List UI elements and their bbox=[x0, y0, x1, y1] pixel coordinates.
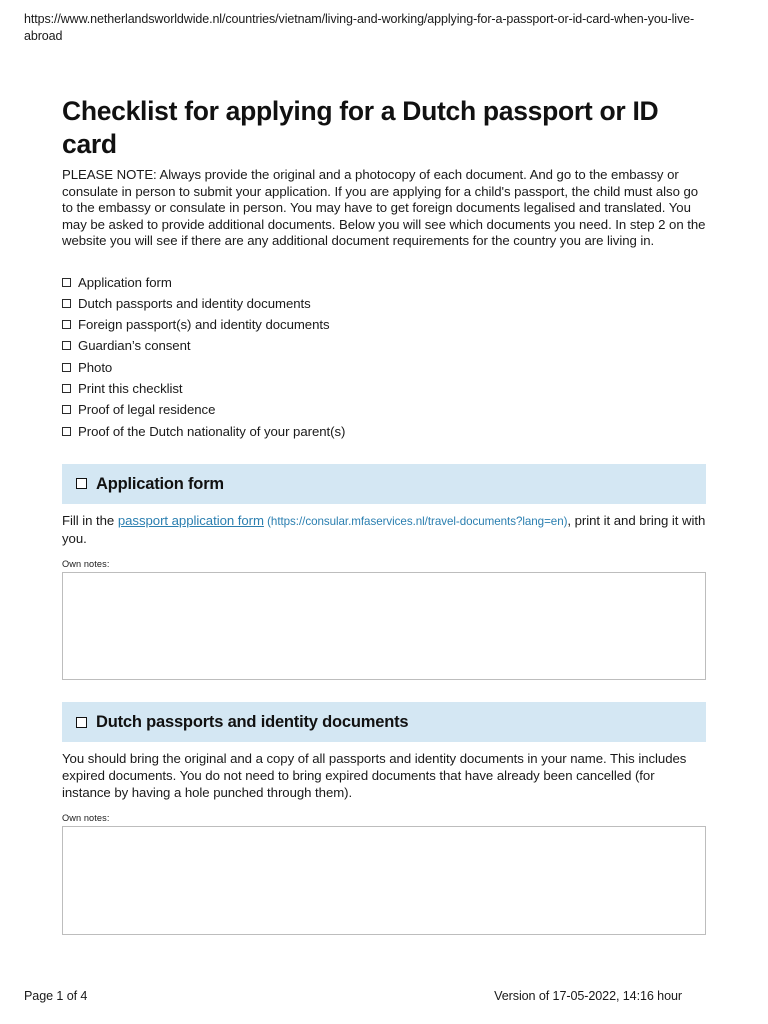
checkbox-icon[interactable] bbox=[62, 299, 71, 308]
checkbox-icon[interactable] bbox=[62, 384, 71, 393]
page-title: Checklist for applying for a Dutch passport or ID card bbox=[62, 96, 659, 159]
list-item[interactable] bbox=[62, 293, 706, 314]
list-item[interactable] bbox=[62, 314, 706, 335]
own-notes-label: Own notes: bbox=[62, 813, 110, 824]
own-notes-label: Own notes: bbox=[62, 559, 110, 570]
section-title: Application form bbox=[96, 474, 224, 493]
section-body-dutch-passports: You should bring the original and a copy of all passports and identity documents in your name. This includes expired documents. You do not need to bring expired documents that have already been cancelled (for instance by having a hole punched through them). bbox=[62, 751, 687, 800]
checklist-item-label: Application form bbox=[78, 274, 172, 290]
section-body-text-after-link: , print it and bring it with you. bbox=[62, 512, 706, 546]
checkbox-icon[interactable] bbox=[62, 320, 71, 329]
link-url-display: (https://consular.mfaservices.nl/travel-documents?lang=en) bbox=[263, 514, 568, 528]
section-body-text-before-link: Fill in the bbox=[62, 512, 118, 528]
intro-paragraph: PLEASE NOTE: Always provide the original and a photocopy of each document. And go to the embassy or consulate in person to submit your application. If you are applying for a child's passport, the child must also go to the embassy or consulate in person. You may have to get foreign documents legalised and translated. You may be asked to provide additional documents. Below you will see which documents you need. In step 2 on the website you will see if there are any additional document requirements for the country you are living in. bbox=[62, 167, 706, 248]
checklist-item-label: Print this checklist bbox=[78, 380, 183, 396]
section-body-application-form bbox=[62, 513, 706, 547]
section-header-dutch-passports bbox=[62, 702, 706, 742]
own-notes-input[interactable] bbox=[62, 572, 706, 680]
checklist-item-label: Photo bbox=[78, 359, 113, 375]
checkbox-icon[interactable] bbox=[76, 717, 87, 728]
checklist bbox=[62, 272, 706, 442]
checklist-item-label: Proof of the Dutch nationality of your parent(s) bbox=[78, 423, 346, 439]
version-info: Version of 17-05-2022, 14:16 hour bbox=[494, 989, 682, 1003]
list-item[interactable] bbox=[62, 357, 706, 378]
section-title: Dutch passports and identity documents bbox=[96, 713, 409, 732]
list-item[interactable] bbox=[62, 421, 706, 442]
checkbox-icon[interactable] bbox=[62, 278, 71, 287]
checkbox-icon[interactable] bbox=[62, 341, 71, 350]
checklist-item-label: Proof of legal residence bbox=[78, 402, 216, 418]
section-dutch-passports bbox=[62, 702, 706, 935]
checklist-item-label: Guardian’s consent bbox=[78, 338, 191, 354]
list-item[interactable] bbox=[62, 335, 706, 356]
list-item[interactable] bbox=[62, 378, 706, 399]
section-header-application-form bbox=[62, 464, 706, 504]
list-item[interactable] bbox=[62, 272, 706, 293]
page-indicator: Page 1 of 4 bbox=[24, 989, 88, 1003]
checkbox-icon[interactable] bbox=[76, 478, 87, 489]
checkbox-icon[interactable] bbox=[62, 405, 71, 414]
document-content bbox=[62, 95, 706, 935]
checkbox-icon[interactable] bbox=[62, 363, 71, 372]
own-notes-input[interactable] bbox=[62, 826, 706, 935]
section-application-form bbox=[62, 464, 706, 680]
passport-application-form-link[interactable]: passport application form bbox=[117, 512, 264, 528]
checkbox-icon[interactable] bbox=[62, 427, 71, 436]
page-header-url: https://www.netherlandsworldwide.nl/countries/vietnam/living-and-working/applying-for-a-passport-or-id-card-when-you-live-abroad bbox=[24, 12, 695, 43]
checklist-item-label: Foreign passport(s) and identity documents bbox=[78, 317, 330, 333]
checklist-item-label: Dutch passports and identity documents bbox=[78, 295, 311, 311]
page-footer bbox=[24, 988, 744, 1004]
list-item[interactable] bbox=[62, 399, 706, 420]
